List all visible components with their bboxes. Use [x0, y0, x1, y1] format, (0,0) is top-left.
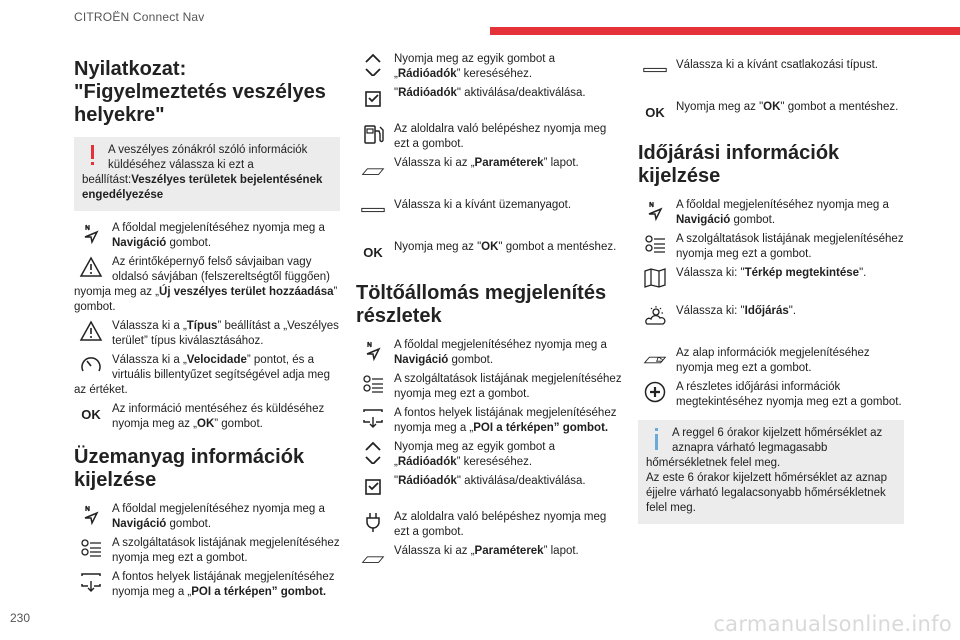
weather-icon[interactable] [638, 304, 672, 332]
step-bold: Térkép megtekintése [744, 267, 860, 279]
step [74, 502, 340, 532]
step [356, 510, 622, 540]
ok-icon[interactable] [356, 240, 390, 268]
note-bold: Veszélyes területek bejelentésének engedélyezése [82, 174, 323, 201]
step-text: ” lapot. [543, 545, 579, 557]
step-text: Válassza ki a kívánt csatlakozási típust. [676, 59, 878, 71]
step-text: ” gombot. [74, 286, 338, 313]
step-text: A szolgáltatások listájának megjelenítéséhez nyomja meg ezt a gombot. [676, 233, 904, 260]
warning-triangle-icon[interactable] [74, 319, 108, 347]
step-bold: Paraméterek [474, 545, 544, 557]
step [74, 221, 340, 251]
step-text: Nyomja meg az egyik gombot a „ [394, 441, 556, 468]
charging-plug-icon[interactable] [356, 510, 390, 538]
step-bold: POI a térképen” gombot. [191, 586, 327, 598]
step-bold: Navigáció [394, 354, 449, 366]
step [356, 156, 622, 184]
step-text: A szolgáltatások listájának megjelenítéséhez nyomja meg ezt a gombot. [112, 537, 340, 564]
step-text: Válassza ki: " [676, 305, 745, 317]
step [356, 198, 622, 226]
heading-hazard-warning: Nyilatkozat: "Figyelmeztetés veszélyes helyekre" [74, 58, 326, 126]
step [356, 338, 622, 368]
step-bold: Rádióadók [397, 68, 457, 80]
ok-icon[interactable] [74, 402, 108, 430]
page-number: 230 [10, 611, 31, 625]
info-note [638, 420, 904, 524]
column-1 [74, 52, 340, 604]
map-icon[interactable] [638, 266, 672, 294]
step-text: A részletes időjárási információk megtekintéséhez nyomja meg ezt a gombot. [676, 381, 902, 408]
checkbox-icon[interactable] [356, 474, 390, 502]
step-text: A szolgáltatások listájának megjelenítéséhez nyomja meg ezt a gombot. [394, 373, 622, 400]
step-text: ". [859, 267, 867, 279]
step-bold: Paraméterek [474, 157, 544, 169]
step-text: Válassza ki a kívánt üzemanyagot. [394, 199, 572, 211]
warning-note [74, 137, 340, 211]
ok-label: OK [645, 105, 665, 120]
step [356, 544, 622, 572]
services-list-icon[interactable] [638, 232, 672, 260]
note-text: A reggel 6 órakor kijelzett hőmérséklet az aznapra várható legmagasabb hőmérsékletnek felel meg. [646, 427, 883, 469]
step-text: " gombot a mentéshez. [498, 241, 617, 253]
step-text: Válassza ki: " [676, 267, 745, 279]
ok-label: OK [363, 245, 383, 260]
line-icon[interactable] [356, 198, 390, 226]
step-text: ” gombot. [214, 418, 263, 430]
ok-label: OK [81, 407, 101, 422]
step-bold: Navigáció [112, 237, 167, 249]
step [356, 240, 622, 268]
heading-weather-info: Időjárási információk kijelzése [638, 142, 840, 187]
weather-info-icon[interactable] [638, 346, 672, 374]
step-bold: Rádióadók [398, 87, 457, 99]
step-text: Az alap információk megjelenítéséhez nyomja meg ezt a gombot. [676, 347, 870, 374]
step-text: Nyomja meg az " [394, 241, 482, 253]
step [356, 440, 622, 470]
step [638, 100, 904, 128]
heading-station-details: Töltőállomás megjelenítés részletek [356, 282, 607, 327]
step-text: gombot. [166, 237, 212, 249]
step-text: ” pontot, és a virtuális billentyűzet segítségével adja meg az értéket. [74, 354, 330, 396]
chevron-up-icon[interactable] [356, 52, 390, 80]
ok-icon[interactable] [638, 100, 672, 128]
step-text: Nyomja meg az egyik gombot a „ [394, 53, 556, 80]
step-bold: OK [197, 418, 215, 430]
step-bold: Navigáció [112, 518, 167, 530]
step-bold: Rádióadók [397, 456, 457, 468]
step-text: ” kereséséhez. [456, 68, 533, 80]
step [356, 372, 622, 402]
step-bold: Időjárás [744, 305, 789, 317]
checkbox-icon[interactable] [356, 86, 390, 114]
header-accent-bar [490, 27, 960, 35]
step-text: ” lapot. [543, 157, 579, 169]
step [74, 536, 340, 566]
step [74, 319, 340, 349]
info-mark-icon [646, 426, 670, 454]
step-bold: Típus [186, 320, 218, 332]
step-text: " [394, 475, 399, 487]
note-text: Az este 6 órakor kijelzett hőmérséklet az aznap éjjelre várható legalacsonyabb hőmérsékletnek felel meg. [646, 472, 887, 514]
step-bold: POI a térképen” gombot. [473, 422, 609, 434]
navigation-icon[interactable] [356, 338, 390, 366]
speedometer-icon[interactable] [74, 353, 108, 381]
step-text: Válassza ki az „ [394, 157, 475, 169]
step-text: A fontos helyek listájának megjelenítéséhez nyomja meg a „ [112, 571, 335, 598]
warning-triangle-icon[interactable] [74, 255, 108, 283]
step [638, 380, 904, 410]
line-icon[interactable] [638, 58, 672, 86]
step-text: ” beállítást a „Veszélyes terület” típus kiválasztásához. [112, 320, 339, 347]
note-text: A veszélyes zónákról szóló információk küldéséhez válassza ki ezt a beállítást: [82, 144, 308, 186]
step [74, 402, 340, 432]
step-text: gombot. [166, 518, 212, 530]
step-text: " aktiválása/deaktiválása. [456, 475, 586, 487]
navigation-icon[interactable] [74, 221, 108, 249]
step [638, 304, 904, 332]
poi-icon[interactable] [74, 570, 108, 598]
step-text: " aktiválása/deaktiválása. [456, 87, 586, 99]
step-bold: Velocidade [186, 354, 247, 366]
step [74, 570, 340, 600]
watermark: carmanualsonline.info [713, 612, 952, 636]
step [356, 122, 622, 152]
step [638, 198, 904, 228]
step [74, 255, 340, 315]
step-bold: OK [481, 241, 499, 253]
step [74, 353, 340, 398]
step [638, 266, 904, 294]
step-text: A főoldal megjelenítéséhez nyomja meg a [112, 503, 325, 515]
step-text: Az aloldalra való belépéshez nyomja meg ezt a gombot. [394, 123, 607, 150]
step-text: A főoldal megjelenítéséhez nyomja meg a [676, 199, 889, 211]
step-text: Az érintőképernyő felső sávjaiban vagy oldalsó sávjában (felszereltségtől függően) nyomja meg az „ [74, 256, 330, 298]
navigation-icon[interactable] [74, 502, 108, 530]
header-title: CITROËN Connect Nav [74, 10, 205, 24]
column-2 [356, 52, 622, 576]
poi-icon[interactable] [356, 406, 390, 434]
navigation-icon[interactable] [638, 198, 672, 226]
fuel-station-icon[interactable] [356, 122, 390, 150]
step-text: Válassza ki az „ [394, 545, 475, 557]
step-text: " gombot a mentéshez. [780, 101, 899, 113]
step-text: Nyomja meg az " [676, 101, 764, 113]
parameters-icon[interactable] [356, 544, 390, 572]
column-3 [638, 58, 904, 534]
step-text: A fontos helyek listájának megjelenítéséhez nyomja meg a „ [394, 407, 617, 434]
step [638, 346, 904, 376]
step-bold: Navigáció [676, 214, 731, 226]
step-text: A főoldal megjelenítéséhez nyomja meg a [112, 222, 325, 234]
step-text: " [394, 87, 399, 99]
parameters-icon[interactable] [356, 156, 390, 184]
step-text: Az információ mentéséhez és küldéséhez nyomja meg az „ [112, 403, 325, 430]
step-text: Válassza ki a „ [112, 320, 187, 332]
services-list-icon[interactable] [74, 536, 108, 564]
step [356, 86, 622, 114]
step-text: A főoldal megjelenítéséhez nyomja meg a [394, 339, 607, 351]
step-text: ". [788, 305, 797, 317]
step-text: ” kereséséhez. [456, 456, 533, 468]
heading-fuel-info: Üzemanyag információk kijelzése [74, 446, 305, 491]
chevron-up-icon[interactable] [356, 440, 390, 468]
step [638, 58, 904, 86]
step-text: gombot. [730, 214, 776, 226]
step-bold: Rádióadók [398, 475, 457, 487]
step-text: Válassza ki a „ [112, 354, 187, 366]
step [356, 52, 622, 82]
step-bold: Új veszélyes terület hozzáadása [159, 286, 334, 298]
step-bold: OK [763, 101, 781, 113]
step [638, 232, 904, 262]
step-text: Az aloldalra való belépéshez nyomja meg ezt a gombot. [394, 511, 607, 538]
step [356, 406, 622, 436]
step-text: gombot. [448, 354, 494, 366]
step [356, 474, 622, 502]
plus-circle-icon[interactable] [638, 380, 672, 408]
warning-mark-icon [82, 143, 106, 171]
services-list-icon[interactable] [356, 372, 390, 400]
